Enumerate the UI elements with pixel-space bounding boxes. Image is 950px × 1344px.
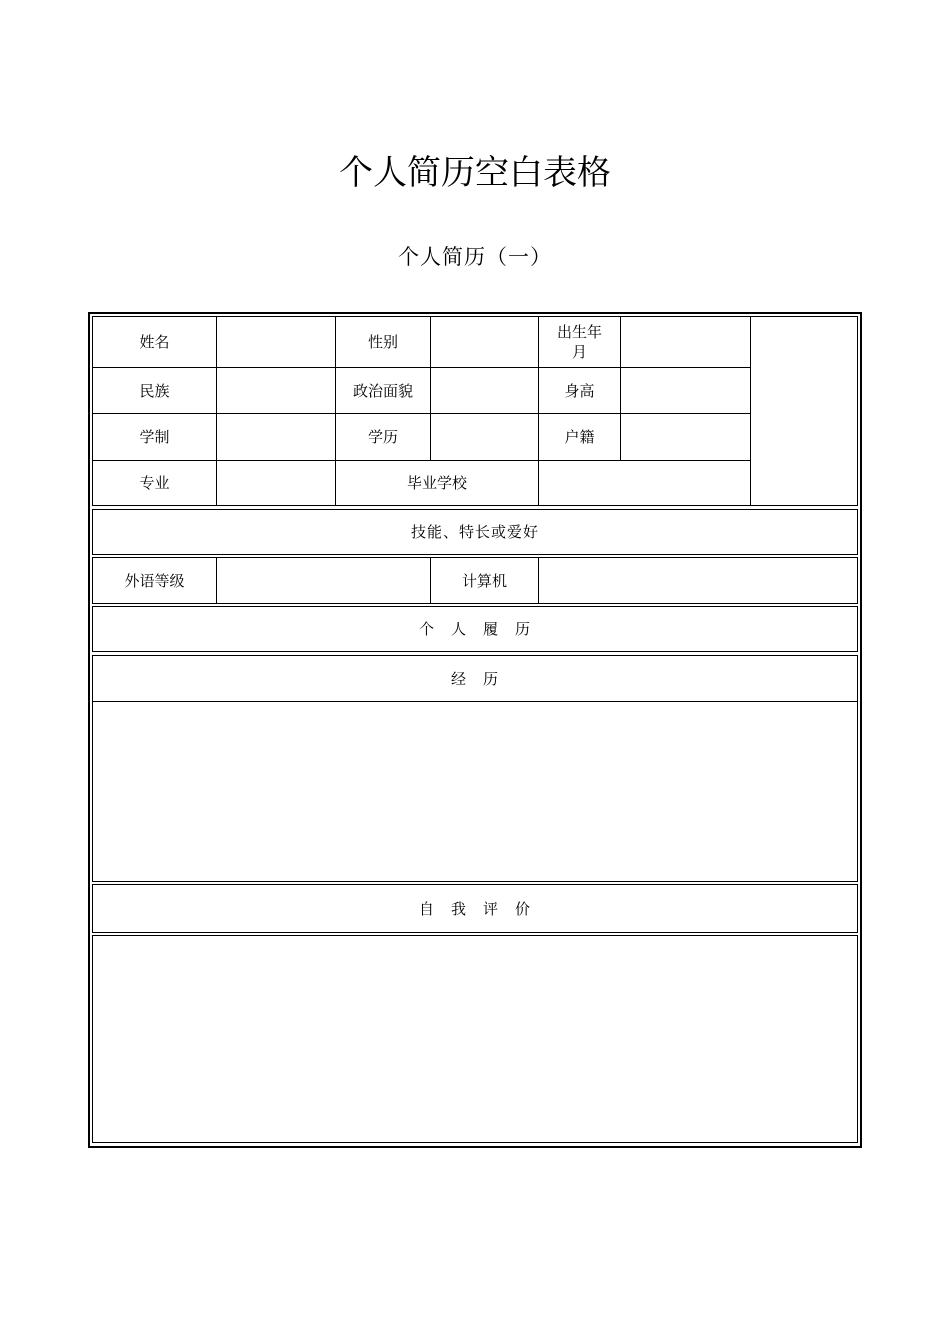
photo-area[interactable]	[750, 316, 858, 506]
page-title: 个人简历空白表格	[339, 153, 611, 193]
major-field[interactable]	[216, 460, 336, 506]
language-label: 外语等级	[92, 557, 217, 604]
height-label: 身高	[538, 367, 621, 414]
name-label: 姓名	[92, 316, 217, 368]
self-evaluation-area[interactable]	[92, 935, 858, 1143]
computer-field[interactable]	[538, 557, 858, 604]
computer-label: 计算机	[430, 557, 539, 604]
household-field[interactable]	[620, 413, 751, 461]
birth-field[interactable]	[620, 316, 751, 368]
schooling-label: 学制	[92, 413, 217, 461]
gender-field[interactable]	[430, 316, 539, 368]
political-field[interactable]	[430, 367, 539, 414]
resume-section-header: 个 人 履 历	[92, 606, 858, 652]
experience-area[interactable]	[92, 701, 858, 882]
birth-label: 出生年月	[538, 316, 621, 368]
major-label: 专业	[92, 460, 217, 506]
ethnicity-field[interactable]	[216, 367, 336, 414]
schooling-field[interactable]	[216, 413, 336, 461]
height-field[interactable]	[620, 367, 751, 414]
school-field[interactable]	[538, 460, 751, 506]
education-label: 学历	[335, 413, 431, 461]
experience-section-header: 经 历	[92, 655, 858, 702]
language-field[interactable]	[216, 557, 431, 604]
skills-section-header: 技能、特长或爱好	[92, 509, 858, 555]
political-label: 政治面貌	[335, 367, 431, 414]
self-evaluation-section-header: 自 我 评 价	[92, 884, 858, 933]
name-field[interactable]	[216, 316, 336, 368]
page-subtitle: 个人简历（一）	[398, 245, 552, 269]
school-label: 毕业学校	[335, 460, 539, 506]
ethnicity-label: 民族	[92, 367, 217, 414]
education-field[interactable]	[430, 413, 539, 461]
household-label: 户籍	[538, 413, 621, 461]
gender-label: 性别	[335, 316, 431, 368]
